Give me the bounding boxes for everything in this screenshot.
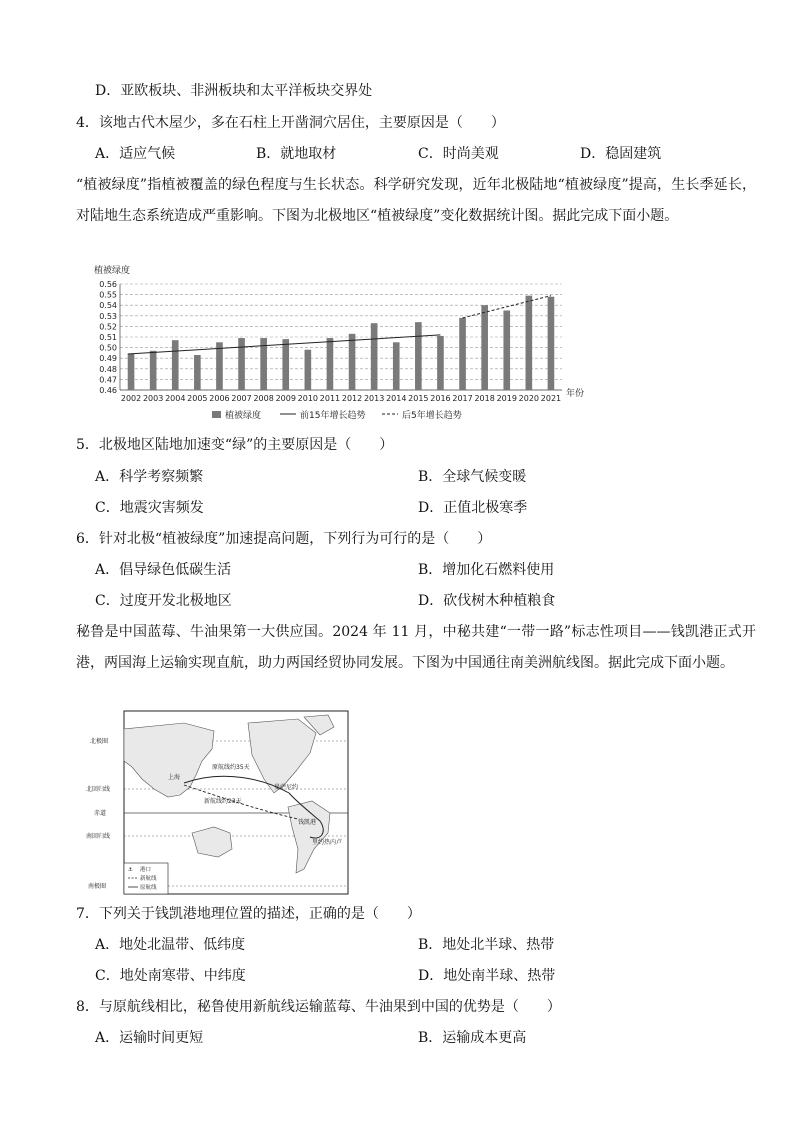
- bar-2020: [526, 296, 533, 390]
- y-tick-label: 0.46: [99, 386, 117, 395]
- lat-label-cancer: 北回归线: [86, 786, 111, 793]
- chart-xlabel: 年份: [566, 389, 585, 399]
- bar-2019: [503, 311, 510, 391]
- y-tick-label: 0.50: [99, 343, 117, 353]
- bar-2010: [305, 350, 312, 390]
- y-tick-label: 0.55: [99, 290, 117, 300]
- bar-2013: [371, 323, 378, 390]
- q4-stem: 4．该地古代木屋少，多在石柱上开凿洞穴居住，主要原因是（ ）: [76, 115, 505, 131]
- map-legend: [124, 863, 168, 894]
- q7-option-c: C．地处南寒带、中纬度: [95, 968, 246, 984]
- bar-2002: [128, 354, 135, 390]
- bar-2003: [150, 351, 157, 390]
- lat-label-antarctic: 南极圈: [88, 883, 107, 890]
- bar-2004: [172, 340, 179, 390]
- q5-option-b: B．全球气候变暖: [418, 469, 527, 485]
- y-tick-label: 0.47: [99, 375, 117, 385]
- bar-2014: [393, 342, 400, 390]
- bar-2007: [238, 338, 245, 390]
- q6-option-d: D．砍伐树木种植粮食: [418, 593, 556, 609]
- x-tick-label: 2011: [319, 394, 341, 403]
- bar-2015: [415, 322, 422, 390]
- x-tick-label: 2004: [165, 394, 186, 403]
- q4-option-b: B．就地取材: [256, 146, 337, 162]
- australia-landmass: [192, 827, 232, 857]
- x-tick-label: 2017: [452, 394, 473, 403]
- q4-option-c: C．时尚美观: [418, 146, 499, 162]
- q5-stem: 5．北极地区陆地加速变“绿”的主要原因是（ ）: [76, 437, 394, 453]
- vegetation-greenness-chart: [84, 262, 604, 428]
- bar-2016: [437, 336, 444, 390]
- x-tick-label: 2010: [297, 394, 319, 403]
- route-label-new: 新航线约23天: [204, 798, 242, 805]
- bar-2021: [548, 297, 555, 390]
- place-manzanillo: 曼萨尼约: [274, 784, 299, 791]
- chart-bars: [128, 296, 555, 390]
- q7-option-a: A．地处北温带、低纬度: [95, 937, 246, 953]
- x-tick-label: 2015: [408, 394, 429, 403]
- y-tick-label: 0.48: [99, 364, 117, 374]
- q6-option-b: B．增加化石燃料使用: [418, 562, 555, 578]
- x-tick-label: 2005: [187, 394, 208, 403]
- q7-stem: 7．下列关于钱凯港地理位置的描述，正确的是（ ）: [76, 906, 421, 922]
- x-tick-label: 2008: [253, 394, 274, 403]
- place-chancay: 钱凯港: [298, 819, 317, 826]
- x-tick-label: 2006: [209, 394, 230, 403]
- x-tick-label: 2019: [496, 394, 517, 403]
- anchor-icon: ⚓: [128, 867, 133, 873]
- q5-option-a: A．科学考察频繁: [95, 469, 204, 485]
- x-tick-label: 2021: [540, 394, 562, 403]
- q3-option-d: D．亚欧板块、非洲板块和太平洋板块交界处: [95, 83, 373, 99]
- q6-option-c: C．过度开发北极地区: [95, 593, 232, 609]
- q6-stem: 6．针对北极“植被绿度”加速提高问题，下列行为可行的是（ ）: [76, 531, 492, 547]
- map-legend-port: 港口: [140, 867, 152, 873]
- x-tick-label: 2002: [120, 394, 142, 403]
- q5-option-c: C．地震灾害频发: [95, 500, 204, 516]
- route-label-original: 原航线约35天: [212, 764, 250, 771]
- bar-2011: [327, 338, 334, 390]
- x-tick-label: 2012: [341, 394, 363, 403]
- bar-2012: [349, 334, 356, 390]
- y-tick-label: 0.54: [99, 301, 117, 311]
- q8-option-b: B．运输成本更高: [418, 1030, 527, 1046]
- legend-swatch-bar: [212, 411, 221, 418]
- bar-2009: [282, 339, 289, 390]
- passage-peru: 秘鲁是中国蓝莓、牛油果第一大供应国。2024 年 11 月，中秘共建“一带一路”标志性项目——钱凯港正式开港，两国海上运输实现直航，助力两国经贸协同发展。下图为中国通往南美洲航线图。据此完成下面小题。: [76, 624, 756, 671]
- q7-option-b: B．地处北半球、热带: [418, 937, 555, 953]
- x-tick-label: 2003: [142, 394, 164, 403]
- chart-legend: [212, 409, 462, 421]
- legend-label-first15: 前15年增长趋势: [300, 411, 366, 421]
- bar-2005: [194, 355, 201, 390]
- q6-option-a: A．倡导绿色低碳生活: [95, 562, 232, 578]
- q8-option-a: A．运输时间更短: [95, 1030, 204, 1046]
- bar-2006: [216, 342, 223, 390]
- y-tick-label: 0.56: [99, 280, 117, 289]
- lat-label-arctic: 北极圈: [90, 738, 109, 745]
- legend-label-bar: 植被绿度: [225, 411, 262, 421]
- x-tick-label: 2007: [231, 394, 252, 403]
- chart-y-ticks: [99, 280, 117, 395]
- q8-stem: 8．与原航线相比，秘鲁使用新航线运输蓝莓、牛油果到中国的优势是（ ）: [76, 999, 561, 1015]
- q4-option-d: D．稳固建筑: [580, 146, 662, 162]
- x-tick-label: 2018: [474, 394, 495, 403]
- lat-label-equator: 赤道: [94, 810, 107, 817]
- q5-option-d: D．正值北极寒季: [418, 500, 528, 516]
- q4-option-a: A．适应气候: [95, 146, 176, 162]
- place-rio: 里约热内卢: [312, 839, 343, 846]
- legend-label-last5: 后5年增长趋势: [402, 411, 462, 421]
- bar-2018: [481, 305, 488, 390]
- x-tick-label: 2016: [430, 394, 451, 403]
- passage-vegetation: “植被绿度”指植被覆盖的绿色程度与生长状态。科学研究发现，近年北极陆地“植被绿度”提高，生长季延长，对陆地生态系统造成严重影响。下图为北极地区“植被绿度”变化数据统计图。据此完成下面小题。: [76, 177, 756, 224]
- y-tick-label: 0.53: [99, 311, 117, 321]
- map-legend-original: 原航线: [140, 885, 157, 891]
- y-tick-label: 0.49: [99, 354, 117, 364]
- x-tick-label: 2009: [275, 394, 296, 403]
- map-legend-new: 新航线: [140, 876, 157, 882]
- y-tick-label: 0.52: [99, 322, 117, 332]
- chart-ylabel: 植被绿度: [94, 266, 131, 276]
- china-south-america-route-map: [84, 709, 352, 897]
- x-tick-label: 2014: [386, 394, 407, 403]
- q7-option-d: D．地处南半球、热带: [418, 968, 556, 984]
- x-tick-label: 2013: [363, 394, 385, 403]
- chart-gridlines: [120, 284, 562, 390]
- lat-label-capricorn: 南回归线: [86, 833, 111, 840]
- place-shanghai: 上海: [168, 774, 181, 781]
- bar-2017: [459, 318, 466, 390]
- x-tick-label: 2020: [518, 394, 540, 403]
- y-tick-label: 0.51: [99, 333, 117, 342]
- chart-x-ticks: [121, 394, 561, 403]
